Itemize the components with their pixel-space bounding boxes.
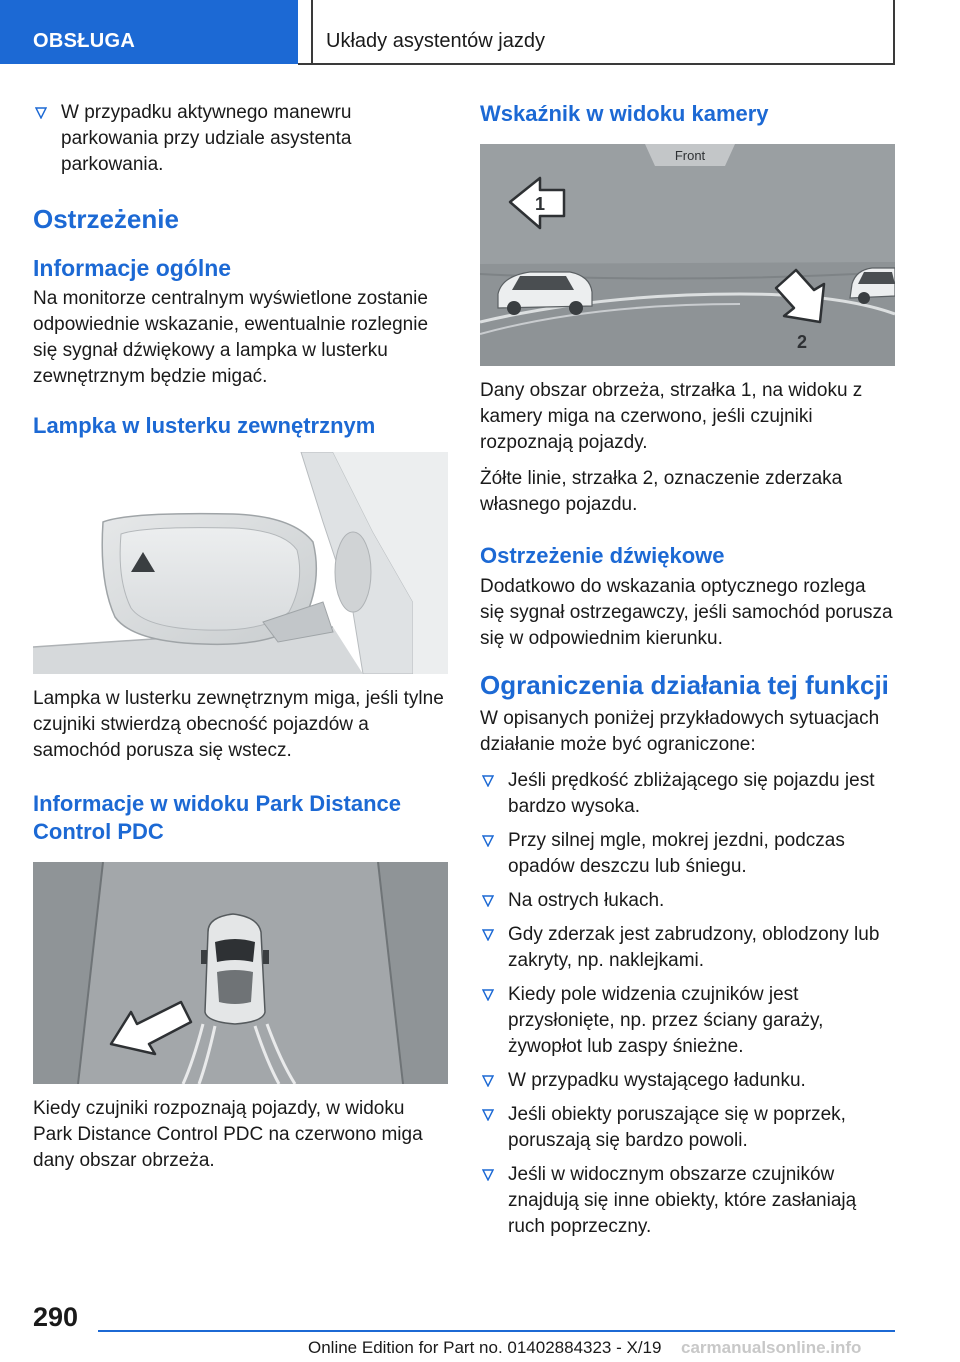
bullet-triangle-icon (482, 835, 494, 847)
left-column (33, 100, 448, 1174)
limits-intro: W opisanych poniżej przykładowych sytuacjach działanie może być ograniczone: (480, 708, 880, 755)
list-item-text: Jeśli w widocznym obszarze czujników znajdują się inne obiekty, które zasłaniają ruch poprzeczny. (508, 1164, 857, 1237)
mirror-illustration (33, 452, 448, 674)
list-item (480, 922, 895, 974)
general-text: Na monitorze centralnym wyświetlone zostanie odpowiednie wskazanie, ewentualnie rozlegnie się sygnał dźwiękowy a lampka w lusterku zewnętrznym będzie migać. (33, 288, 429, 387)
camera-figure (480, 144, 895, 366)
heading-acoustic: Ostrzeżenie dźwiękowe (480, 543, 725, 568)
list-item-text: Jeśli obiekty poruszające się w poprzek, poruszają się bardzo powoli. (508, 1104, 846, 1151)
list-item-text: Przy silnej mgle, mokrej jezdni, podczas opadów deszczu lub śniegu. (508, 830, 845, 877)
acoustic-text: Dodatkowo do wskazania optycznego rozlega się sygnał ostrzegawczy, jeśli samochód porusza się w odpowiednim kierunku. (480, 576, 893, 649)
front-label-text: Front (674, 148, 706, 163)
edition-text: Online Edition for Part no. 01402884323 - X/19 (308, 1338, 662, 1357)
list-item-text: Jeśli prędkość zbliżającego się pojazdu jest bardzo wysoka. (508, 770, 875, 817)
header-right-border (893, 0, 895, 64)
list-item (480, 768, 895, 820)
list-item-text: Gdy zderzak jest zabrudzony, oblodzony lub zakryty, np. naklejkami. (508, 924, 880, 971)
bullet-triangle-icon (482, 1109, 494, 1121)
chapter-title: Układy asystentów jazdy (326, 30, 545, 52)
heading-camera: Wskaźnik w widoku kamery (480, 101, 769, 126)
list-item-text: W przypadku wystającego ładunku. (508, 1070, 806, 1091)
section-title: OBSŁUGA (33, 30, 136, 52)
list-item-text: Na ostrych łukach. (508, 890, 665, 911)
watermark-text: carmanualsonline.info (681, 1338, 862, 1357)
pdc-figure (33, 862, 448, 1084)
bullet-triangle-icon (482, 1075, 494, 1087)
camera-text-1: Dany obszar obrzeża, strzałka 1, na widoku z kamery miga na czerwono, jeśli czujniki rozpoznają pojazdy. (480, 380, 863, 453)
bullet-triangle-icon (35, 107, 47, 119)
footer-rule (98, 1330, 895, 1332)
list-item-text: Kiedy pole widzenia czujników jest przysłonięte, np. przez ściany garaży, żywopłot lub zaspy śnieżne. (508, 984, 824, 1057)
heading-pdc: Informacje w widoku Park Distance Control PDC (33, 791, 402, 844)
bullet-triangle-icon (482, 775, 494, 787)
limits-list (480, 768, 895, 1240)
list-item (480, 1068, 895, 1094)
camera-text-2: Żółte linie, strzałka 2, oznaczenie zderzaka własnego pojazdu. (480, 468, 843, 515)
car-top-view (201, 914, 269, 1024)
list-item (480, 1162, 895, 1240)
bullet-triangle-icon (482, 1169, 494, 1181)
heading-general: Informacje ogólne (33, 255, 232, 281)
bullet-triangle-icon (482, 929, 494, 941)
right-column (480, 100, 895, 1248)
pdc-illustration (33, 862, 448, 1084)
list-item (480, 982, 895, 1060)
intro-bullet (33, 100, 448, 178)
header-underline (298, 63, 895, 65)
mirror-figure (33, 452, 448, 674)
arrow-1-label: 1 (534, 194, 546, 214)
header-divider (311, 0, 313, 64)
heading-mirror: Lampka w lusterku zewnętrznym (33, 413, 376, 438)
heading-limits: Ograniczenia działania tej funkcji (480, 670, 889, 700)
bullet-triangle-icon (482, 989, 494, 1001)
arrow-2-label: 2 (796, 332, 808, 352)
page-number: 290 (33, 1302, 79, 1332)
front-label (645, 144, 735, 166)
list-item (480, 828, 895, 880)
bullet-triangle-icon (482, 895, 494, 907)
intro-bullet-text: W przypadku aktywnego manewru parkowania przy udziale asystenta parkowania. (61, 102, 352, 175)
list-item (480, 1102, 895, 1154)
list-item (480, 888, 895, 914)
heading-warning: Ostrzeżenie (33, 204, 179, 234)
camera-illustration (480, 144, 895, 366)
mirror-text: Lampka w lusterku zewnętrznym miga, jeśli tylne czujniki stwierdzą obecność pojazdów a samochód porusza się wstecz. (33, 688, 444, 761)
pdc-text: Kiedy czujniki rozpoznają pojazdy, w widoku Park Distance Control PDC na czerwono miga dany obszar obrzeża. (33, 1098, 423, 1171)
section-tab (0, 0, 298, 64)
